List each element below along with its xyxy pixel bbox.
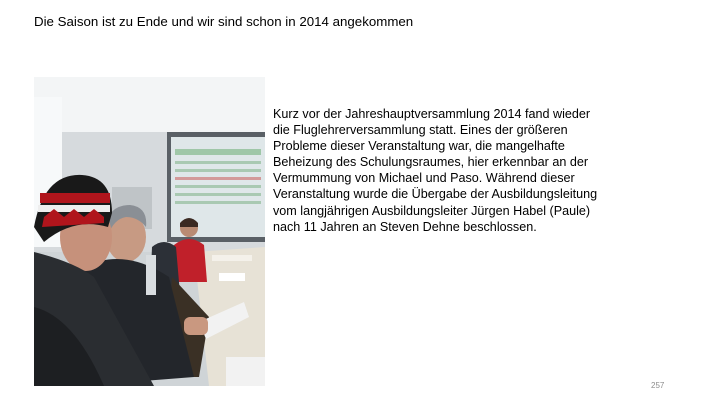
body-line: nach 11 Jahren an Steven Dehne beschlossen.: [273, 219, 537, 234]
body-line: Beheizung des Schulungsraumes, hier erkennbar an der: [273, 155, 589, 170]
body-line: vom langjährigen Ausbildungsleiter Jürgen Habel (Paule): [273, 203, 591, 218]
slide-title: Die Saison ist zu Ende und wir sind schon in 2014 angekommen: [34, 14, 414, 29]
body-line: Kurz vor der Jahreshauptversammlung 2014 fand wieder: [273, 107, 591, 121]
body-line: Veranstaltung wurde die Übergabe der Ausbildungsleitung: [273, 187, 598, 202]
body-line: die Fluglehrerversammlung statt. Eines der größeren: [273, 123, 568, 138]
meeting-photo: [34, 77, 265, 386]
body-paragraph: [273, 106, 643, 235]
body-line: Probleme dieser Veranstaltung war, die mangelhafte: [273, 139, 565, 154]
page-number: 257: [651, 381, 665, 390]
body-line: Vermummung von Michael und Paso. Während dieser: [273, 171, 575, 186]
